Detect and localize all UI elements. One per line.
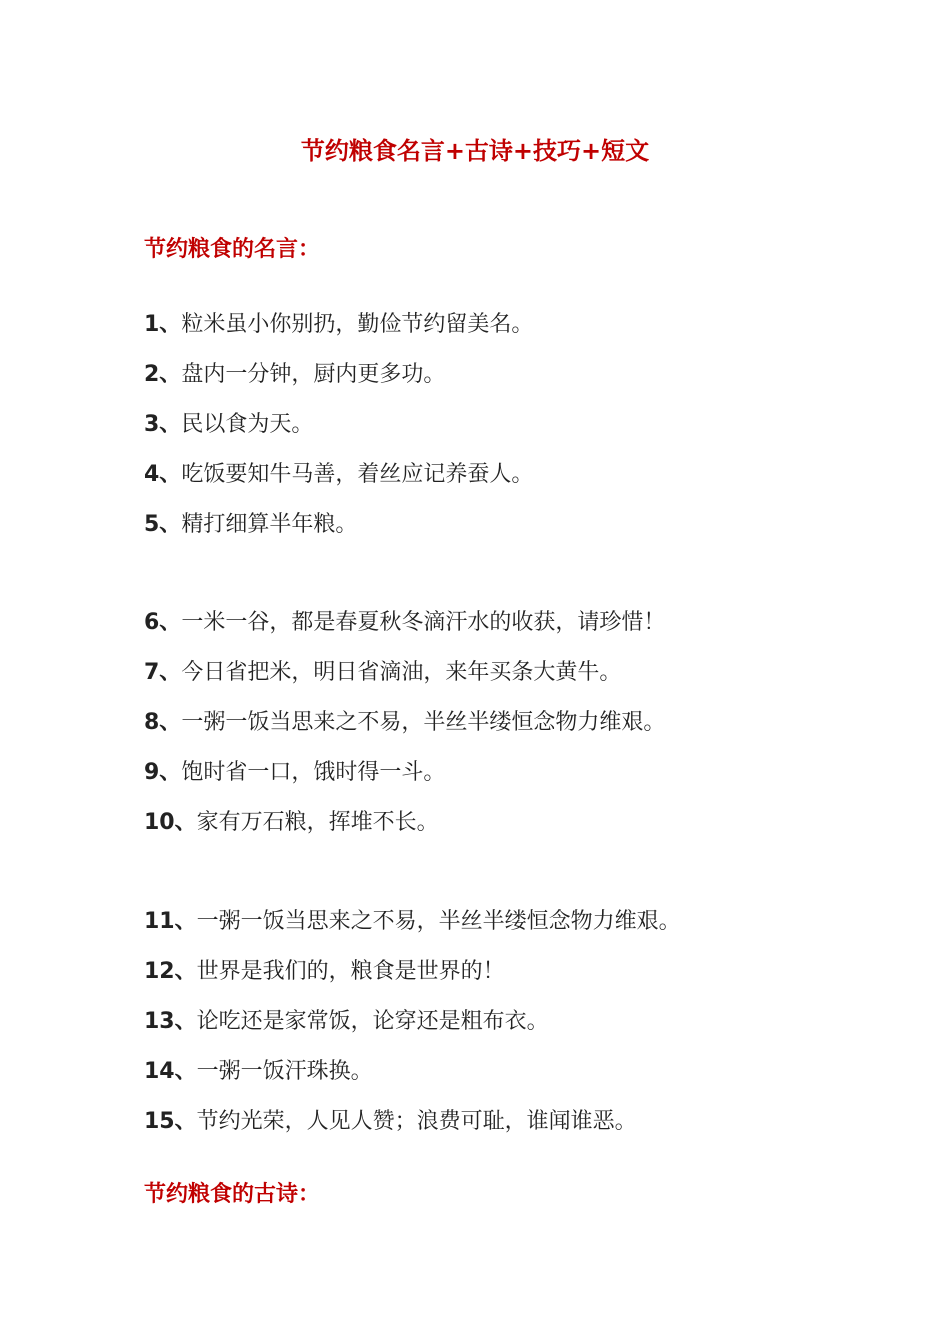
- quote-number: 7、: [144, 660, 182, 685]
- quote-text: 一米一谷，都是春夏秋冬滴汗水的收获，请珍惜！: [181, 610, 666, 635]
- quote-number: 5、: [144, 512, 182, 537]
- list-item: [144, 648, 665, 698]
- quote-text: 一粥一饭当思来之不易，半丝半缕恒念物力维艰。: [181, 710, 666, 735]
- list-item: [144, 1047, 681, 1097]
- list-item: [144, 748, 665, 798]
- quote-text: 一粥一饭汗珠换。: [196, 1059, 373, 1084]
- quote-text: 论吃还是家常饭，论穿还是粗布衣。: [196, 1009, 549, 1034]
- list-item: [144, 400, 533, 450]
- list-item: [144, 450, 533, 500]
- quote-text: 粒米虽小你别扔，勤俭节约留美名。: [181, 312, 534, 337]
- list-item: [144, 997, 681, 1047]
- list-item: [144, 1097, 681, 1147]
- poems-section-heading: 节约粮食的古诗：: [144, 1182, 321, 1207]
- quote-text: 家有万石粮，挥堆不长。: [196, 810, 439, 835]
- quote-number: 3、: [144, 412, 182, 437]
- quote-text: 吃饭要知牛马善，着丝应记养蚕人。: [181, 462, 534, 487]
- quote-number: 13、: [144, 1009, 197, 1034]
- quote-text: 饱时省一口，饿时得一斗。: [181, 760, 446, 785]
- quote-number: 6、: [144, 610, 182, 635]
- quote-list-group-2: [144, 598, 665, 848]
- quote-number: 14、: [144, 1059, 197, 1084]
- quote-text: 今日省把米，明日省滴油，来年买条大黄牛。: [181, 660, 622, 685]
- quote-number: 12、: [144, 959, 197, 984]
- quote-text: 节约光荣，人见人赞；浪费可耻，谁闻谁恶。: [196, 1109, 637, 1134]
- list-item: [144, 798, 665, 848]
- quote-number: 9、: [144, 760, 182, 785]
- quote-number: 2、: [144, 362, 182, 387]
- quote-number: 15、: [144, 1109, 197, 1134]
- quote-number: 10、: [144, 810, 197, 835]
- quote-text: 民以食为天。: [181, 412, 314, 437]
- quote-number: 8、: [144, 710, 182, 735]
- list-item: [144, 947, 681, 997]
- quote-text: 一粥一饭当思来之不易，半丝半缕恒念物力维艰。: [196, 909, 681, 934]
- quote-list-group-3: [144, 897, 681, 1147]
- quote-text: 盘内一分钟，厨内更多功。: [181, 362, 446, 387]
- document-title: 节约粮食名言+古诗+技巧+短文: [300, 137, 650, 165]
- quote-text: 世界是我们的，粮食是世界的！: [196, 959, 505, 984]
- list-item: [144, 350, 533, 400]
- quotes-section-heading: 节约粮食的名言：: [144, 237, 321, 262]
- quote-list-group-1: [144, 300, 533, 550]
- list-item: [144, 300, 533, 350]
- quote-number: 1、: [144, 312, 182, 337]
- quote-number: 11、: [144, 909, 197, 934]
- list-item: [144, 698, 665, 748]
- quote-text: 精打细算半年粮。: [181, 512, 358, 537]
- list-item: [144, 897, 681, 947]
- quote-number: 4、: [144, 462, 182, 487]
- list-item: [144, 500, 533, 550]
- list-item: [144, 598, 665, 648]
